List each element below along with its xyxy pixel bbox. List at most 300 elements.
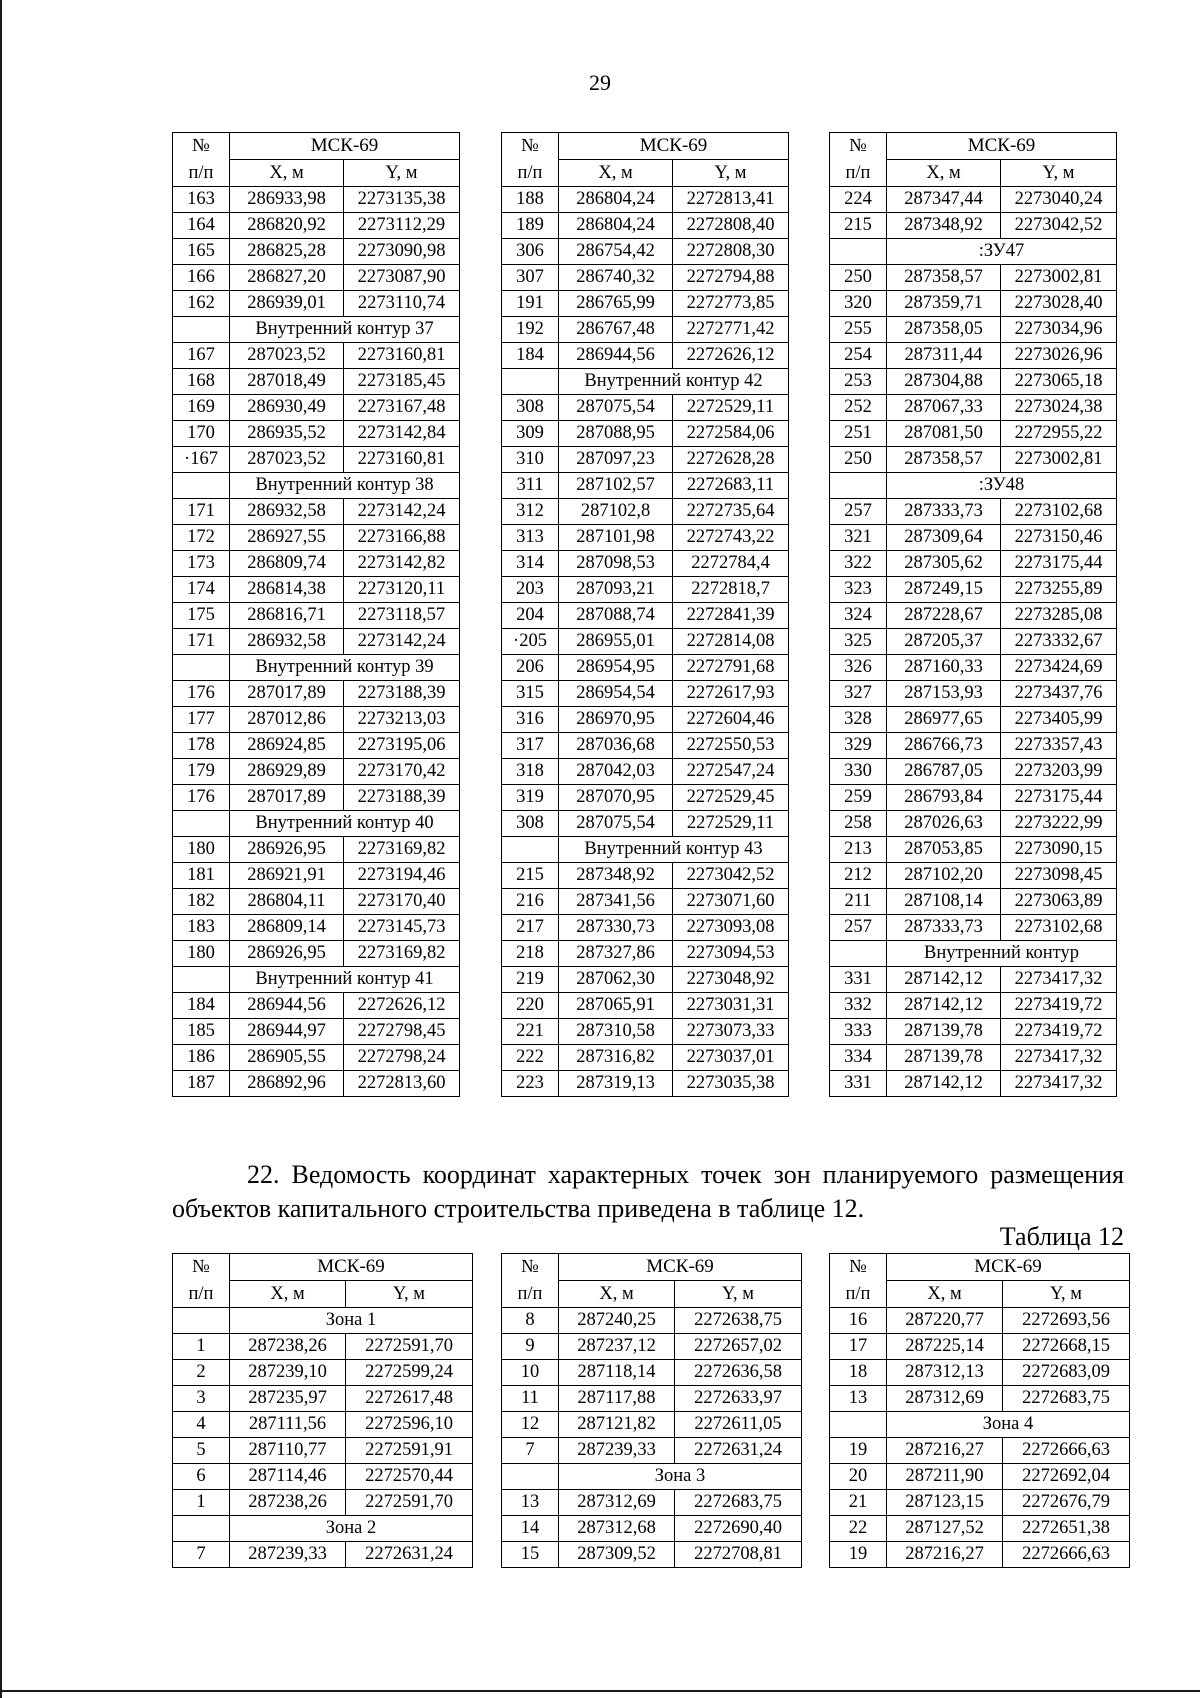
table-row <box>173 447 460 473</box>
table-row <box>502 291 789 317</box>
section-row <box>173 317 460 343</box>
point-number: 8 <box>502 1308 559 1334</box>
table-row <box>173 603 460 629</box>
section-row <box>173 1308 473 1334</box>
x-coordinate: 286935,52 <box>230 421 344 447</box>
x-coordinate: 287088,95 <box>559 421 673 447</box>
y-coordinate: 2273167,48 <box>344 395 460 421</box>
table-row <box>502 629 789 655</box>
x-coordinate: 286954,54 <box>559 681 673 707</box>
table-row <box>502 733 789 759</box>
section-title: Внутренний контур 37 <box>230 317 460 343</box>
x-coordinate: 287310,58 <box>559 1019 673 1045</box>
point-number: 222 <box>502 1045 559 1071</box>
scan-edge-left <box>0 0 2 1698</box>
x-coordinate: 286766,73 <box>887 733 1001 759</box>
y-coordinate: 2273405,99 <box>1001 707 1117 733</box>
point-number: 313 <box>502 525 559 551</box>
y-coordinate: 2272631,24 <box>346 1542 473 1568</box>
x-coordinate: 286926,95 <box>230 941 344 967</box>
x-coordinate: 287088,74 <box>559 603 673 629</box>
table-row <box>173 551 460 577</box>
table-row <box>502 941 789 967</box>
header-np: п/п <box>502 1281 559 1308</box>
y-coordinate: 2273169,82 <box>344 837 460 863</box>
table-row <box>502 811 789 837</box>
point-number: 22 <box>830 1516 887 1542</box>
x-coordinate: 287304,88 <box>887 369 1001 395</box>
table-row <box>502 1490 802 1516</box>
section-title: Внутренний контур 43 <box>559 837 789 863</box>
point-number: 224 <box>830 187 887 213</box>
header-np: п/п <box>502 160 559 187</box>
table-row <box>502 1438 802 1464</box>
point-number: 312 <box>502 499 559 525</box>
y-coordinate: 2272550,53 <box>673 733 789 759</box>
y-coordinate: 2273188,39 <box>344 785 460 811</box>
table-row <box>173 733 460 759</box>
y-coordinate: 2273135,38 <box>344 187 460 213</box>
y-coordinate: 2272631,24 <box>675 1438 802 1464</box>
x-coordinate: 287347,44 <box>887 187 1001 213</box>
point-number: 12 <box>502 1412 559 1438</box>
point-number: 326 <box>830 655 887 681</box>
section-title: Внутренний контур 40 <box>230 811 460 837</box>
section-row <box>502 369 789 395</box>
table-row <box>502 213 789 239</box>
x-coordinate: 286924,85 <box>230 733 344 759</box>
table-row <box>502 1045 789 1071</box>
x-coordinate: 286905,55 <box>230 1045 344 1071</box>
y-coordinate: 2273160,81 <box>344 343 460 369</box>
header-y: Y, м <box>675 1281 802 1308</box>
point-number: 186 <box>173 1045 230 1071</box>
x-coordinate: 286921,91 <box>230 863 344 889</box>
table-row <box>173 707 460 733</box>
y-coordinate: 2272735,64 <box>673 499 789 525</box>
point-number: 213 <box>830 837 887 863</box>
y-coordinate: 2272617,48 <box>346 1386 473 1412</box>
header-no: № <box>830 133 887 160</box>
point-number: 169 <box>173 395 230 421</box>
point-number: 320 <box>830 291 887 317</box>
x-coordinate: 287142,12 <box>887 1071 1001 1097</box>
table-row <box>173 525 460 551</box>
y-coordinate: 2273024,38 <box>1001 395 1117 421</box>
point-number: 323 <box>830 577 887 603</box>
x-coordinate: 287153,93 <box>887 681 1001 707</box>
x-coordinate: 287123,15 <box>887 1490 1003 1516</box>
bottom-coord-table-2 <box>501 1253 802 1568</box>
y-coordinate: 2272611,05 <box>675 1412 802 1438</box>
point-number: 206 <box>502 655 559 681</box>
y-coordinate: 2273090,15 <box>1001 837 1117 863</box>
x-coordinate: 287102,57 <box>559 473 673 499</box>
point-number: 219 <box>502 967 559 993</box>
section-empty-cell <box>830 1412 887 1438</box>
x-coordinate: 287023,52 <box>230 447 344 473</box>
x-coordinate: 287333,73 <box>887 499 1001 525</box>
point-number: 215 <box>830 213 887 239</box>
table-row <box>502 785 789 811</box>
point-number: 333 <box>830 1019 887 1045</box>
point-number: 308 <box>502 395 559 421</box>
point-number: 212 <box>830 863 887 889</box>
x-coordinate: 287070,95 <box>559 785 673 811</box>
y-coordinate: 2272651,38 <box>1003 1516 1130 1542</box>
table-row <box>502 447 789 473</box>
point-number: 180 <box>173 837 230 863</box>
table-caption: Таблица 12 <box>999 1222 1124 1251</box>
x-coordinate: 287309,64 <box>887 525 1001 551</box>
y-coordinate: 2272784,4 <box>673 551 789 577</box>
section-empty-cell <box>830 239 887 265</box>
x-coordinate: 287216,27 <box>887 1438 1003 1464</box>
x-coordinate: 287018,49 <box>230 369 344 395</box>
table-row <box>173 889 460 915</box>
y-coordinate: 2273112,29 <box>344 213 460 239</box>
table-row <box>830 759 1117 785</box>
y-coordinate: 2273098,45 <box>1001 863 1117 889</box>
x-coordinate: 287341,56 <box>559 889 673 915</box>
table-row <box>502 1412 802 1438</box>
page-number: 29 <box>589 70 611 95</box>
table-row <box>502 499 789 525</box>
table-row <box>502 421 789 447</box>
header-x: X, м <box>887 160 1001 187</box>
table-row <box>830 1464 1130 1490</box>
section-empty-cell <box>173 1516 230 1542</box>
x-coordinate: 287239,33 <box>559 1438 675 1464</box>
point-number: 325 <box>830 629 887 655</box>
x-coordinate: 287075,54 <box>559 395 673 421</box>
point-number: 218 <box>502 941 559 967</box>
y-coordinate: 2272683,09 <box>1003 1360 1130 1386</box>
point-number: 11 <box>502 1386 559 1412</box>
section-empty-cell <box>173 811 230 837</box>
point-number: 257 <box>830 915 887 941</box>
y-coordinate: 2272591,70 <box>346 1490 473 1516</box>
table-row <box>830 213 1117 239</box>
table-row <box>830 265 1117 291</box>
table-row <box>502 967 789 993</box>
x-coordinate: 286892,96 <box>230 1071 344 1097</box>
y-coordinate: 2273142,84 <box>344 421 460 447</box>
x-coordinate: 287012,86 <box>230 707 344 733</box>
point-number: 5 <box>173 1438 230 1464</box>
x-coordinate: 287239,10 <box>230 1360 346 1386</box>
point-number: 9 <box>502 1334 559 1360</box>
y-coordinate: 2273028,40 <box>1001 291 1117 317</box>
table-row <box>502 655 789 681</box>
x-coordinate: 286927,55 <box>230 525 344 551</box>
section-row <box>173 655 460 681</box>
x-coordinate: 287053,85 <box>887 837 1001 863</box>
y-coordinate: 2272657,02 <box>675 1334 802 1360</box>
y-coordinate: 2273034,96 <box>1001 317 1117 343</box>
table-row <box>173 499 460 525</box>
point-number: 2 <box>173 1360 230 1386</box>
point-number: 176 <box>173 681 230 707</box>
table-row <box>173 343 460 369</box>
y-coordinate: 2272771,42 <box>673 317 789 343</box>
point-number: 252 <box>830 395 887 421</box>
y-coordinate: 2273035,38 <box>673 1071 789 1097</box>
point-number: 14 <box>502 1516 559 1542</box>
x-coordinate: 286787,05 <box>887 759 1001 785</box>
section-row <box>502 1464 802 1490</box>
point-number: 324 <box>830 603 887 629</box>
x-coordinate: 286944,56 <box>559 343 673 369</box>
point-number: 314 <box>502 551 559 577</box>
table-row <box>502 1308 802 1334</box>
table-row <box>830 1045 1117 1071</box>
table-row <box>173 837 460 863</box>
y-coordinate: 2272814,08 <box>673 629 789 655</box>
y-coordinate: 2273063,89 <box>1001 889 1117 915</box>
point-number: 254 <box>830 343 887 369</box>
table-row <box>502 1386 802 1412</box>
x-coordinate: 286754,42 <box>559 239 673 265</box>
x-coordinate: 287319,13 <box>559 1071 673 1097</box>
table-row <box>830 707 1117 733</box>
x-coordinate: 287312,13 <box>887 1360 1003 1386</box>
table-row <box>502 577 789 603</box>
point-number: 315 <box>502 681 559 707</box>
x-coordinate: 286932,58 <box>230 629 344 655</box>
table-row <box>830 967 1117 993</box>
y-coordinate: 2272591,70 <box>346 1334 473 1360</box>
y-coordinate: 2272692,04 <box>1003 1464 1130 1490</box>
header-np: п/п <box>173 160 230 187</box>
table-row <box>502 1019 789 1045</box>
table-row <box>830 291 1117 317</box>
table-row <box>502 395 789 421</box>
y-coordinate: 2272798,24 <box>344 1045 460 1071</box>
y-coordinate: 2272626,12 <box>344 993 460 1019</box>
x-coordinate: 287211,90 <box>887 1464 1003 1490</box>
y-coordinate: 2272676,79 <box>1003 1490 1130 1516</box>
table-row <box>830 525 1117 551</box>
table-row <box>502 1360 802 1386</box>
y-coordinate: 2272955,22 <box>1001 421 1117 447</box>
y-coordinate: 2273166,88 <box>344 525 460 551</box>
point-number: 203 <box>502 577 559 603</box>
x-coordinate: 287114,46 <box>230 1464 346 1490</box>
x-coordinate: 287238,26 <box>230 1334 346 1360</box>
x-coordinate: 287127,52 <box>887 1516 1003 1542</box>
point-number: 185 <box>173 1019 230 1045</box>
table-row <box>830 1490 1130 1516</box>
point-number: 250 <box>830 447 887 473</box>
header-x: X, м <box>559 1281 675 1308</box>
table-row <box>173 629 460 655</box>
x-coordinate: 287142,12 <box>887 993 1001 1019</box>
point-number: 18 <box>830 1360 887 1386</box>
x-coordinate: 287102,8 <box>559 499 673 525</box>
y-coordinate: 2273065,18 <box>1001 369 1117 395</box>
x-coordinate: 287358,57 <box>887 447 1001 473</box>
table-row <box>173 265 460 291</box>
header-coordinate-system: МСК-69 <box>230 1254 473 1281</box>
x-coordinate: 286926,95 <box>230 837 344 863</box>
x-coordinate: 287101,98 <box>559 525 673 551</box>
x-coordinate: 287220,77 <box>887 1308 1003 1334</box>
y-coordinate: 2273042,52 <box>673 863 789 889</box>
section-empty-cell <box>830 941 887 967</box>
point-number: 328 <box>830 707 887 733</box>
y-coordinate: 2272693,56 <box>1003 1308 1130 1334</box>
header-x: X, м <box>887 1281 1003 1308</box>
x-coordinate: 287205,37 <box>887 629 1001 655</box>
x-coordinate: 287036,68 <box>559 733 673 759</box>
section-empty-cell <box>502 1464 559 1490</box>
y-coordinate: 2272683,75 <box>1003 1386 1130 1412</box>
header-coordinate-system: МСК-69 <box>559 1254 802 1281</box>
x-coordinate: 286816,71 <box>230 603 344 629</box>
table-row <box>173 863 460 889</box>
x-coordinate: 286740,32 <box>559 265 673 291</box>
x-coordinate: 287026,63 <box>887 811 1001 837</box>
y-coordinate: 2273169,82 <box>344 941 460 967</box>
x-coordinate: 287093,21 <box>559 577 673 603</box>
x-coordinate: 287110,77 <box>230 1438 346 1464</box>
y-coordinate: 2273102,68 <box>1001 915 1117 941</box>
x-coordinate: 287142,12 <box>887 967 1001 993</box>
x-coordinate: 287108,14 <box>887 889 1001 915</box>
point-number: 259 <box>830 785 887 811</box>
point-number: 163 <box>173 187 230 213</box>
y-coordinate: 2273417,32 <box>1001 1045 1117 1071</box>
y-coordinate: 2273185,45 <box>344 369 460 395</box>
x-coordinate: 287081,50 <box>887 421 1001 447</box>
x-coordinate: 286825,28 <box>230 239 344 265</box>
table-row <box>830 369 1117 395</box>
table-row <box>830 629 1117 655</box>
point-number: 319 <box>502 785 559 811</box>
point-number: 13 <box>830 1386 887 1412</box>
x-coordinate: 287312,68 <box>559 1516 675 1542</box>
table-row <box>502 889 789 915</box>
table-row <box>173 759 460 785</box>
header-y: Y, м <box>673 160 789 187</box>
table-row <box>502 603 789 629</box>
y-coordinate: 2273160,81 <box>344 447 460 473</box>
table-row <box>830 1308 1130 1334</box>
table-row <box>502 1334 802 1360</box>
point-number: 166 <box>173 265 230 291</box>
section-empty-cell <box>173 317 230 343</box>
y-coordinate: 2273142,24 <box>344 499 460 525</box>
x-coordinate: 287098,53 <box>559 551 673 577</box>
section-empty-cell <box>502 837 559 863</box>
x-coordinate: 287216,27 <box>887 1542 1003 1568</box>
section-title: Внутренний контур 41 <box>230 967 460 993</box>
y-coordinate: 2273094,53 <box>673 941 789 967</box>
x-coordinate: 286809,74 <box>230 551 344 577</box>
table-row <box>830 915 1117 941</box>
table-row <box>173 577 460 603</box>
x-coordinate: 287239,33 <box>230 1542 346 1568</box>
top-coord-table-3 <box>829 132 1117 1097</box>
point-number: 21 <box>830 1490 887 1516</box>
y-coordinate: 2272813,41 <box>673 187 789 213</box>
section-empty-cell <box>502 369 559 395</box>
table-row <box>830 1516 1130 1542</box>
y-coordinate: 2273175,44 <box>1001 785 1117 811</box>
header-y: Y, м <box>346 1281 473 1308</box>
table-row <box>173 1412 473 1438</box>
header-no: № <box>502 1254 559 1281</box>
point-number: 167 <box>173 343 230 369</box>
x-coordinate: 287305,62 <box>887 551 1001 577</box>
table-row <box>830 837 1117 863</box>
table-row <box>173 1542 473 1568</box>
point-number: 180 <box>173 941 230 967</box>
x-coordinate: 286814,38 <box>230 577 344 603</box>
table-row <box>830 1019 1117 1045</box>
point-number: 331 <box>830 967 887 993</box>
x-coordinate: 287160,33 <box>887 655 1001 681</box>
y-coordinate: 2273002,81 <box>1001 265 1117 291</box>
table-row <box>502 707 789 733</box>
header-x: X, м <box>230 1281 346 1308</box>
point-number: 170 <box>173 421 230 447</box>
y-coordinate: 2273175,44 <box>1001 551 1117 577</box>
table-row <box>502 525 789 551</box>
section-title: Внутренний контур 38 <box>230 473 460 499</box>
x-coordinate: 287017,89 <box>230 785 344 811</box>
table-row <box>173 1045 460 1071</box>
y-coordinate: 2272529,11 <box>673 811 789 837</box>
y-coordinate: 2272798,45 <box>344 1019 460 1045</box>
table-row <box>502 551 789 577</box>
bottom-coord-table-3 <box>829 1253 1130 1568</box>
header-y: Y, м <box>1001 160 1117 187</box>
y-coordinate: 2273073,33 <box>673 1019 789 1045</box>
table-row <box>830 733 1117 759</box>
point-number: 162 <box>173 291 230 317</box>
y-coordinate: 2272743,22 <box>673 525 789 551</box>
y-coordinate: 2273037,01 <box>673 1045 789 1071</box>
point-number: 306 <box>502 239 559 265</box>
point-number: 217 <box>502 915 559 941</box>
x-coordinate: 287312,69 <box>887 1386 1003 1412</box>
point-number: 15 <box>502 1542 559 1568</box>
section-row <box>173 967 460 993</box>
y-coordinate: 2272690,40 <box>675 1516 802 1542</box>
y-coordinate: 2272628,28 <box>673 447 789 473</box>
point-number: 174 <box>173 577 230 603</box>
point-number: 189 <box>502 213 559 239</box>
point-number: 1 <box>173 1490 230 1516</box>
table-row <box>830 681 1117 707</box>
paragraph-22: 22. Ведомость координат характерных точек зон планируемого размещения объектов капитального строительства приведена в таблице 12. <box>172 1160 1124 1223</box>
x-coordinate: 286955,01 <box>559 629 673 655</box>
point-number: ·205 <box>502 629 559 655</box>
x-coordinate: 286929,89 <box>230 759 344 785</box>
point-number: 215 <box>502 863 559 889</box>
table-row <box>173 1490 473 1516</box>
point-number: 20 <box>830 1464 887 1490</box>
y-coordinate: 2272666,63 <box>1003 1542 1130 1568</box>
point-number: 316 <box>502 707 559 733</box>
header-no: № <box>173 1254 230 1281</box>
y-coordinate: 2273332,67 <box>1001 629 1117 655</box>
point-number: 317 <box>502 733 559 759</box>
table-row <box>173 1386 473 1412</box>
y-coordinate: 2273424,69 <box>1001 655 1117 681</box>
